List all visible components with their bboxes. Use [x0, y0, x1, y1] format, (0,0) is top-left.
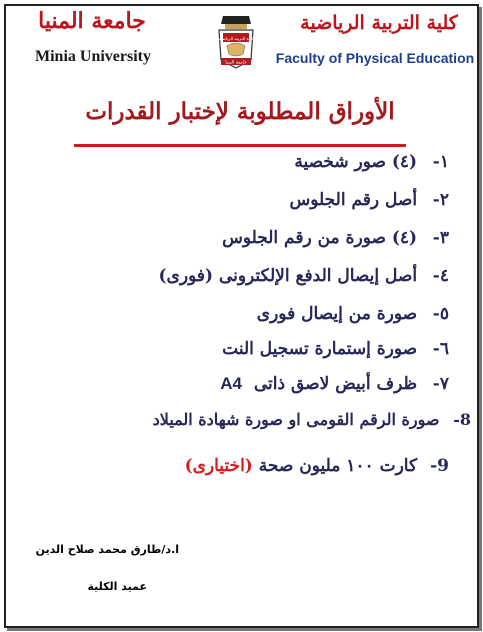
item-number: ٤-	[432, 266, 449, 286]
list-item	[222, 339, 449, 359]
item-text: أصل رقم الجلوس	[289, 190, 418, 210]
list-item	[220, 374, 449, 394]
item-text: صورة إستمارة تسجيل النت	[222, 339, 418, 359]
faculty-name-ar: كلية التربية الرياضية	[300, 12, 458, 34]
list-item	[222, 228, 449, 248]
item-count: (٤)	[391, 228, 418, 248]
signature-role: عميد الكلية	[87, 580, 147, 593]
item-text: ظرف أبيض لاصق ذاتى	[253, 374, 418, 394]
item-number: ٣-	[432, 228, 449, 248]
page-title: الأوراق المطلوبة لإختبار القدرات	[85, 98, 395, 125]
item-number: 8-	[453, 410, 471, 429]
list-item	[257, 304, 449, 324]
faculty-logo	[205, 10, 267, 72]
list-item	[185, 456, 449, 476]
item-text: صورة من رقم الجلوس	[222, 228, 386, 248]
item-number: ٥-	[432, 304, 449, 324]
item-number: ١-	[432, 152, 449, 172]
item-number: ٦-	[432, 339, 449, 359]
item-count: (٤)	[391, 152, 418, 172]
list-item	[290, 190, 449, 210]
faculty-name-en: Faculty of Physical Education	[275, 50, 475, 66]
list-item	[153, 410, 471, 429]
svg-text:جامعة المنيا: جامعة المنيا	[225, 60, 247, 66]
title-underline	[74, 94, 406, 147]
item-paper-size: A4	[220, 374, 242, 393]
item-number: 9-	[430, 456, 449, 476]
item-text: كارت ١٠٠ مليون صحة	[258, 456, 418, 476]
item-number: ٧-	[432, 374, 449, 394]
university-name-en: Minia University	[35, 48, 151, 65]
item-number: ٢-	[432, 190, 449, 210]
item-optional-note: (اختيارى)	[184, 456, 253, 476]
item-text: صور شخصية	[294, 152, 386, 172]
svg-text:كلية التربية الرياضية: كلية التربية الرياضية	[218, 36, 254, 41]
item-text: صورة الرقم القومى او صورة شهادة الميلاد	[152, 410, 440, 429]
signature-name: ا.د/طارق محمد صلاح الدين	[35, 543, 179, 556]
item-text: أصل إيصال الدفع الإلكترونى (فورى)	[158, 266, 418, 286]
university-name-ar: جامعة المنيا	[38, 8, 146, 34]
list-item	[294, 152, 449, 172]
item-text: صورة من إيصال فورى	[256, 304, 418, 324]
list-item	[159, 266, 449, 286]
